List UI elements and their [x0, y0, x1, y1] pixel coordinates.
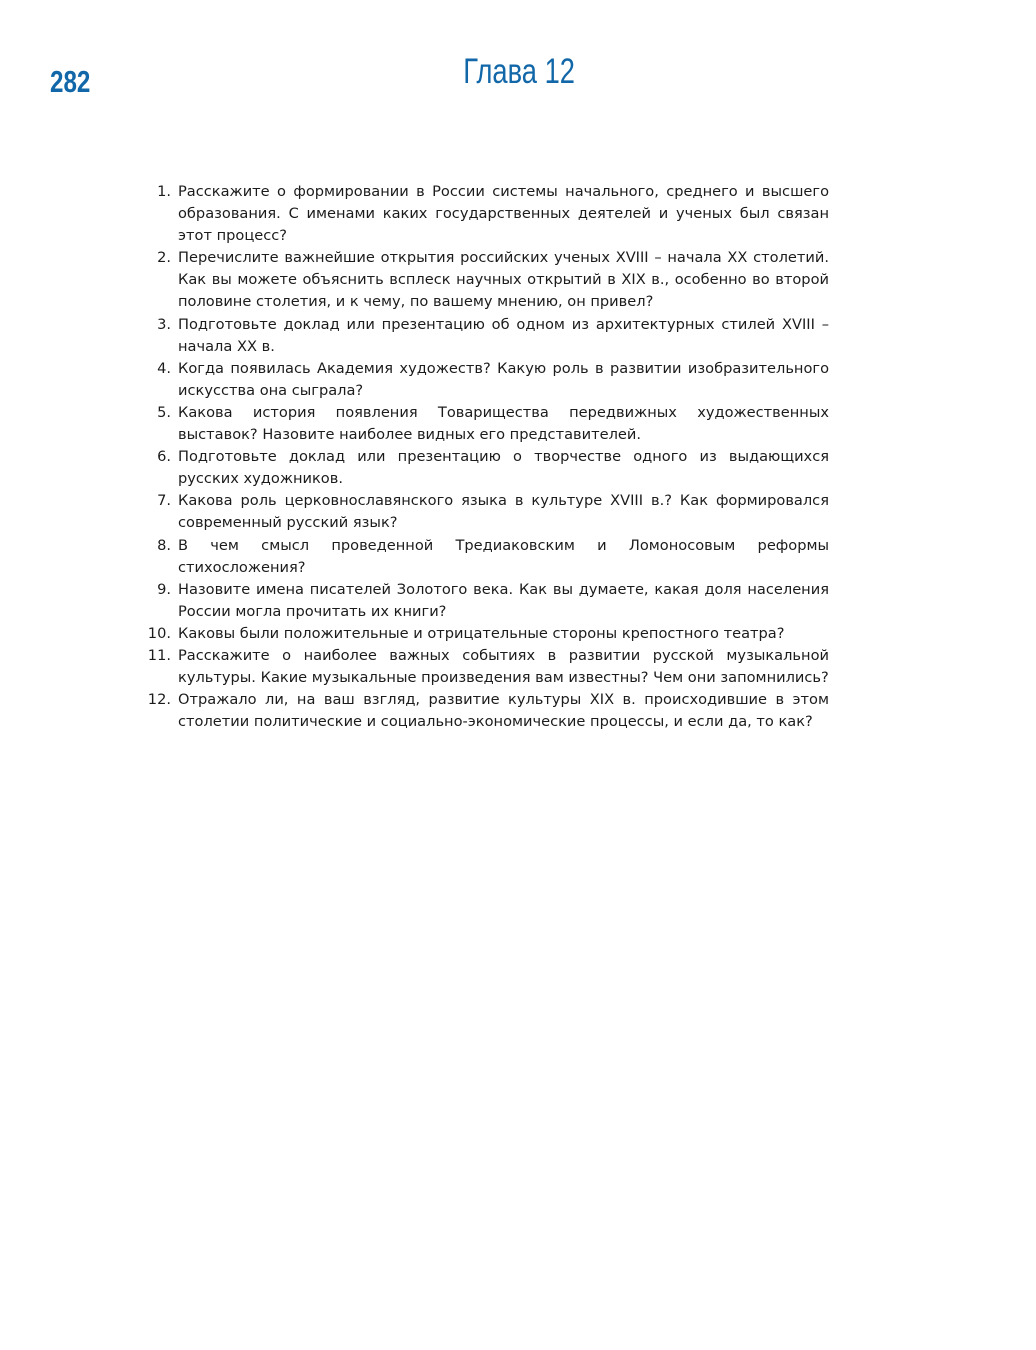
question-number: 11. [147, 646, 171, 664]
question-item [136, 645, 829, 689]
question-number: 9. [157, 580, 171, 598]
question-text: Перечислите важнейшие открытия российских ученых XVIII – начала XX столетий. Как вы можете объяснить всплеск научных открытий в XIX в., особенно во второй половине столетия, и к чему, по вашему мнению, он привел? [178, 249, 829, 311]
question-number: 5. [157, 403, 171, 421]
question-text: Подготовьте доклад или презентацию об одном из архитектурных стилей XVIII – начала XX в. [178, 315, 829, 355]
question-number: 10. [147, 624, 171, 642]
question-text: Каковы были положительные и отрицательные стороны крепостного театра? [178, 624, 785, 642]
question-item [136, 689, 829, 733]
question-text: Расскажите о наиболее важных событиях в развитии русской музыкальной культуры. Какие музыкальные произведения вам известны? Чем они запомнились? [178, 646, 829, 687]
question-number: 1. [157, 183, 171, 200]
question-item [136, 181, 829, 247]
question-number: 3. [157, 315, 171, 333]
question-text: Подготовьте доклад или презентацию о творчестве одного из выдающихся русских художников. [178, 448, 829, 488]
question-text: В чем смысл проведенной Тредиаковским и Ломоносовым реформы стихосложения? [178, 536, 829, 576]
question-text: Назовите имена писателей Золотого века. Как вы думаете, какая доля населения России могла прочитать их книги? [178, 580, 829, 620]
question-item [136, 402, 829, 446]
chapter-title: Глава 12 [463, 52, 575, 91]
question-item [136, 535, 829, 579]
question-list [136, 181, 829, 733]
question-number: 8. [157, 536, 171, 554]
question-item [136, 490, 829, 534]
question-text: Расскажите о формировании в России системы начального, среднего и высшего образования. С именами каких государственных деятелей и ученых был связан этот процесс? [178, 183, 829, 245]
question-text: Отражало ли, на ваш взгляд, развитие культуры XIX в. происходившие в этом столетии политические и социально-экономические процессы, и если да, то как? [178, 691, 829, 731]
question-number: 7. [157, 492, 171, 510]
question-text: Какова роль церковнославянского языка в культуре XVIII в.? Как формировался современный русский язык? [178, 492, 829, 532]
question-number: 2. [157, 249, 171, 267]
question-item [136, 579, 829, 623]
question-item [136, 358, 829, 402]
question-text: Какова история появления Товарищества передвижных художественных выставок? Назовите наиболее видных его представителей. [178, 403, 829, 444]
question-number: 12. [147, 691, 171, 709]
page-number: 282 [50, 64, 91, 99]
question-number: 6. [157, 448, 171, 466]
question-text: Когда появилась Академия художеств? Какую роль в развитии изобразительного искусства она сыграла? [178, 359, 829, 399]
question-item [136, 446, 829, 490]
question-item [136, 314, 829, 358]
question-item [136, 623, 829, 645]
question-number: 4. [157, 359, 171, 377]
question-item [136, 247, 829, 313]
